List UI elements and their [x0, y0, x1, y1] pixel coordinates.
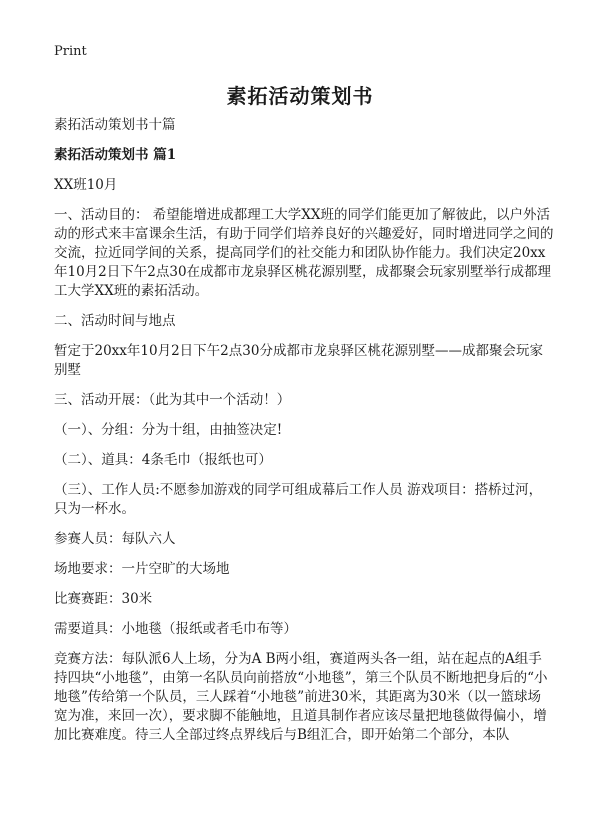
paragraph: 场地要求：一片空旷的大场地 [54, 561, 230, 577]
document-body [54, 116, 554, 756]
paragraph: 参赛人员：每队六人 [54, 531, 176, 547]
paragraph: 三、活动开展：（此为其中一个活动！） [54, 392, 291, 408]
print-label[interactable]: Print [54, 44, 87, 59]
paragraph: 需要道具：小地毯（报纸或者毛巾布等） [54, 621, 297, 637]
paragraph: 一、活动目的： 希望能增进成都理工大学XX班的同学们能更加了解彼此，以户外活动的形式来丰富课余生活，有助于同学们培养良好的兴趣爱好，同时增进同学之间的交流，拉近同学间的关系，提高同学们的社交能力和团队协作能力。我们决定20xx年10月2日下午2点30在成都市龙泉驿区桃花源别墅，成都聚会玩家别墅举行成都理工大学XX班的素拓活动。 [54, 207, 554, 299]
document-subtitle: 素拓活动策划书十篇 [54, 117, 176, 133]
paragraph: 暂定于20xx年10月2日下午2点30分成都市龙泉驿区桃花源别墅——成都聚会玩家别墅 [54, 343, 543, 378]
paragraph: （一）、分组：分为十组，由抽签决定! [54, 422, 283, 438]
paragraph: 竞赛方法：每队派6人上场，分为A B两小组，赛道两头各一组，站在起点的A组手持四块“小地毯”，由第一名队员向前搭放“小地毯”，第三个队员不断地把身后的“小地毯”传给第一个队员，三人踩着“小地毯”前进30米，其距离为30米（以一篮球场宽为准，来回一次），要求脚不能触地，且道具制作者应该尽量把地毯做得偏小，增加比赛难度。待三人全部过终点界线后与B组汇合，即开始第二个部分，本队 [54, 651, 548, 743]
paragraph: 二、活动时间与地点 [54, 313, 176, 329]
document-title: 素拓活动策划书 [226, 84, 374, 108]
paragraph: （三）、工作人员:不愿参加游戏的同学可组成幕后工作人员 游戏项目：搭桥过河，只为一杯水。 [54, 482, 543, 517]
paragraph: （二）、道具：4条毛巾（报纸也可） [54, 452, 272, 468]
paragraph: XX班10月 [54, 177, 118, 193]
section-heading: 素拓活动策划书 篇1 [54, 147, 177, 163]
paragraph: 比赛赛距：30米 [54, 591, 153, 607]
